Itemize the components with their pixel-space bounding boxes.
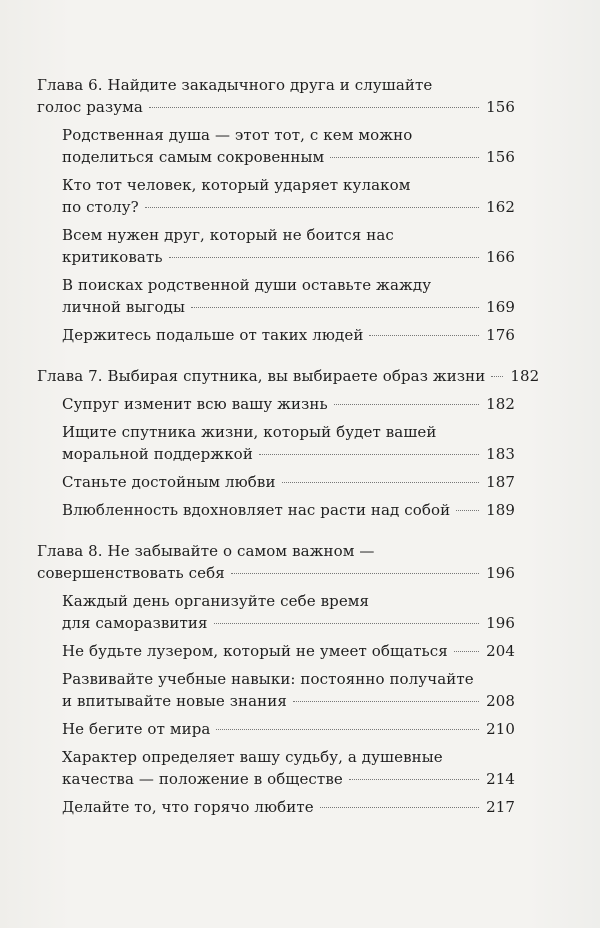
chapter-6-title-entry [37, 74, 515, 118]
toc-item-last-line [62, 393, 515, 415]
toc-item-last-line [62, 612, 515, 634]
toc-item-page-number: 214 [486, 770, 515, 788]
dot-leader [456, 510, 479, 511]
toc-item-last-line [62, 768, 515, 790]
toc-item-page-number: 156 [486, 148, 515, 166]
toc-item [37, 640, 515, 662]
chapter-6-title-last-line [37, 96, 515, 118]
toc-item-page-number: 169 [486, 298, 515, 316]
toc-item-line-1: Ищите спутника жизни, который будет вашей [62, 423, 437, 441]
toc-item [37, 590, 515, 634]
dot-leader [334, 404, 479, 405]
dot-leader [149, 107, 479, 108]
toc-item-last-line [62, 296, 515, 318]
toc-item-page-number: 217 [486, 798, 515, 816]
toc-item-line-2: моральной поддержкой [62, 445, 253, 463]
toc-item-page-number: 208 [486, 692, 515, 710]
toc-item-line-2: для саморазвития [62, 614, 208, 632]
toc-item-line-1: Держитесь подальше от таких людей [62, 326, 364, 344]
toc-item-last-line [62, 443, 515, 465]
toc-item-line-1: Каждый день организуйте себе время [62, 592, 370, 610]
chapter-8-title-line-2: совершенствовать себя [37, 564, 225, 582]
toc-item-line-1: Кто тот человек, который ударяет кулаком [62, 176, 411, 194]
chapter-8-title-line-1: Глава 8. Не забывайте о самом важном — [37, 542, 375, 560]
toc-item-last-line [62, 499, 515, 521]
toc-item [37, 124, 515, 168]
toc-item-line-2: личной выгоды [62, 298, 185, 316]
dot-leader [145, 207, 479, 208]
toc-item-page-number: 162 [486, 198, 515, 216]
toc-item-page-number: 196 [486, 614, 515, 632]
toc-item-line-2: качества — положение в обществе [62, 770, 343, 788]
toc-item-page-number: 183 [486, 445, 515, 463]
chapter-6 [37, 74, 515, 346]
dot-leader [491, 376, 503, 377]
dot-leader [282, 482, 480, 483]
toc-item [37, 174, 515, 218]
toc-item [37, 718, 515, 740]
chapter-8-title-entry [37, 540, 515, 584]
toc-item-page-number: 166 [486, 248, 515, 266]
toc-item-line-1: Характер определяет вашу судьбу, а душевные [62, 748, 443, 766]
toc-item [37, 224, 515, 268]
chapter-7-title-line-1: Глава 7. Выбирая спутника, вы выбираете образ жизни [37, 367, 486, 385]
dot-leader [169, 257, 479, 258]
toc-item-last-line [62, 796, 515, 818]
toc-item-page-number: 176 [486, 326, 515, 344]
dot-leader [369, 335, 479, 336]
toc-item [37, 499, 515, 521]
toc-item-page-number: 187 [486, 473, 515, 491]
toc-item-line-1: Всем нужен друг, который не боится нас [62, 226, 394, 244]
dot-leader [231, 573, 479, 574]
toc-item-page-number: 182 [486, 395, 515, 413]
toc-item [37, 393, 515, 415]
toc-item [37, 324, 515, 346]
dot-leader [259, 454, 479, 455]
dot-leader [216, 729, 479, 730]
toc-item-line-1: Не будьте лузером, который не умеет общаться [62, 642, 448, 660]
toc-item-page-number: 204 [486, 642, 515, 660]
toc-item [37, 746, 515, 790]
chapter-6-page-number: 156 [486, 98, 515, 116]
toc-item-line-1: Развивайте учебные навыки: постоянно получайте [62, 670, 474, 688]
chapter-7-page-number: 182 [510, 367, 540, 385]
toc-item-last-line [62, 640, 515, 662]
toc-item-line-1: Родственная душа — этот тот, с кем можно [62, 126, 413, 144]
toc-item-page-number: 210 [486, 720, 515, 738]
chapter-7-title-last-line [37, 365, 540, 387]
chapter-7 [37, 365, 540, 521]
toc-item-line-1: Супруг изменит всю вашу жизнь [62, 395, 328, 413]
toc-item-line-1: В поисках родственной души оставьте жажду [62, 276, 432, 294]
dot-leader [349, 779, 479, 780]
chapter-8-page-number: 196 [486, 564, 515, 582]
dot-leader [454, 651, 479, 652]
toc-item-line-1: Влюбленность вдохновляет нас расти над собой [62, 501, 451, 519]
toc-item-line-1: Делайте то, что горячо любите [62, 798, 314, 816]
toc-item [37, 796, 515, 818]
table-of-contents [37, 74, 540, 824]
toc-item-line-2: критиковать [62, 248, 163, 266]
dot-leader [214, 623, 479, 624]
toc-item-line-2: поделиться самым сокровенным [62, 148, 325, 166]
toc-item-last-line [62, 471, 515, 493]
toc-item [37, 421, 515, 465]
chapter-7-title-entry [37, 365, 540, 387]
toc-item-last-line [62, 324, 515, 346]
toc-item-line-2: по столу? [62, 198, 139, 216]
dot-leader [293, 701, 479, 702]
toc-item-line-2: и впитывайте новые знания [62, 692, 287, 710]
toc-item-last-line [62, 690, 515, 712]
toc-item-line-1: Станьте достойным любви [62, 473, 276, 491]
toc-item-line-1: Не бегите от мира [62, 720, 211, 738]
toc-item-last-line [62, 718, 515, 740]
toc-item-last-line [62, 146, 515, 168]
chapter-6-title-line-1: Глава 6. Найдите закадычного друга и слушайте [37, 76, 433, 94]
toc-item-last-line [62, 196, 515, 218]
dot-leader [191, 307, 479, 308]
dot-leader [330, 157, 479, 158]
toc-item [37, 274, 515, 318]
dot-leader [320, 807, 479, 808]
chapter-8 [37, 540, 515, 818]
toc-item-page-number: 189 [486, 501, 515, 519]
toc-item-last-line [62, 246, 515, 268]
toc-item [37, 471, 515, 493]
toc-item [37, 668, 515, 712]
chapter-6-title-line-2: голос разума [37, 98, 143, 116]
chapter-8-title-last-line [37, 562, 515, 584]
